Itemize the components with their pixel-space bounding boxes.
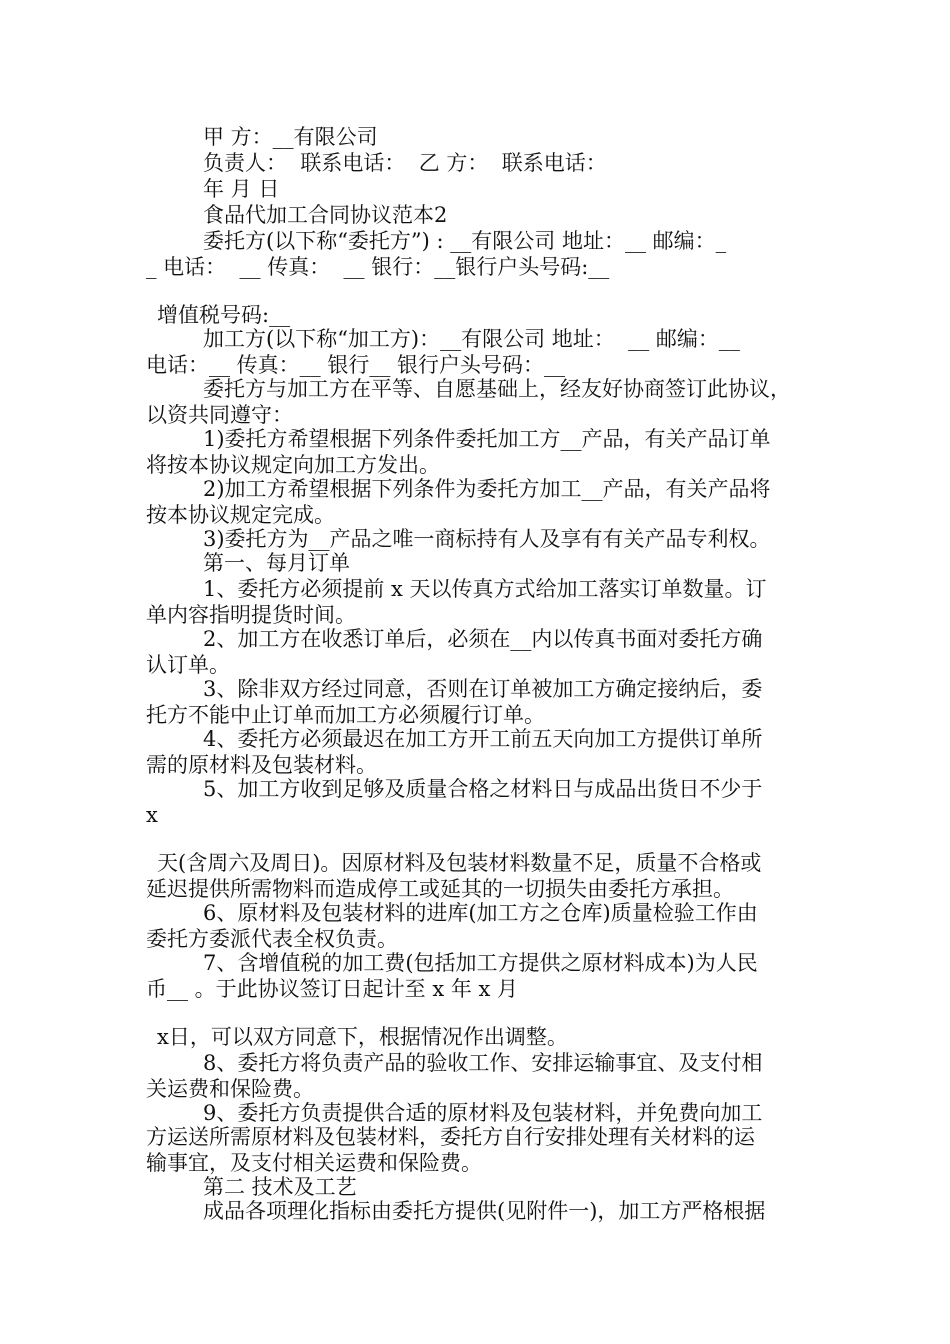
paragraph-line: 2)加工方希望根据下列条件为委托方加工__产品，有关产品将 — [203, 477, 771, 501]
paragraph-line: 5、加工方收到足够及质量合格之材料日与成品出货日不少于 — [203, 777, 763, 801]
paragraph-line: 托方不能中止订单而加工方必须履行订单。 — [146, 703, 545, 727]
paragraph-line: 6、原材料及包装材料的进库(加工方之仓库)质量检验工作由 — [203, 901, 758, 925]
paragraph-line: 8、委托方将负责产品的验收工作、安排运输事宜、及支付相 — [203, 1051, 763, 1075]
paragraph-line: 成品各项理化指标由委托方提供(见附件一)，加工方严格根据 — [203, 1199, 766, 1223]
paragraph-line: 单内容指明提货时间。 — [146, 603, 356, 627]
client-info-line: _ 电话： __ 传真： __ 银行：__银行户头号码:__ — [146, 255, 610, 279]
paragraph-line: 委托方委派代表全权负责。 — [146, 927, 398, 951]
paragraph-line: 延迟提供所需物料而造成停工或延其的一切损失由委托方承担。 — [146, 877, 734, 901]
paragraph-line: 3)委托方为__产品之唯一商标持有人及享有有关产品专利权。 — [203, 527, 771, 551]
paragraph-line: 委托方与加工方在平等、自愿基础上，经友好协商签订此协议， — [203, 377, 791, 401]
paragraph-line: 按本协议规定完成。 — [146, 503, 335, 527]
paragraph-line: 认订单。 — [146, 653, 230, 677]
processor-info-line: 电话：__ 传真：__ 银行__ 银行户头号码：__ — [146, 353, 566, 377]
paragraph-line: 将按本协议规定向加工方发出。 — [146, 453, 440, 477]
paragraph-line: x日，可以双方同意下，根据情况作出调整。 — [157, 1025, 568, 1049]
paragraph-line: 1)委托方希望根据下列条件委托加工方__产品，有关产品订单 — [203, 427, 771, 451]
paragraph-line: 币__ 。于此协议签订日起计至 x 年 x 月 — [146, 977, 519, 1001]
party-a-line: 甲 方：__有限公司 — [203, 125, 378, 149]
paragraph-line: 输事宜，及支付相关运费和保险费。 — [146, 1151, 482, 1175]
paragraph-line: 2、加工方在收悉订单后，必须在__内以传真书面对委托方确 — [203, 627, 763, 651]
paragraph-line: 方运送所需原材料及包装材料，委托方自行安排处理有关材料的运 — [146, 1125, 755, 1149]
section-heading: 第一、每月订单 — [203, 551, 350, 575]
processor-info-line: 加工方(以下称“加工方)：__有限公司 地址： __ 邮编：__ — [203, 327, 740, 351]
paragraph-line: x — [146, 803, 158, 827]
paragraph-line: 需的原材料及包装材料。 — [146, 753, 377, 777]
paragraph-line: 1、委托方必须提前 x 天以传真方式给加工落实订单数量。订 — [203, 577, 767, 601]
tax-number-line: 增值税号码:__ — [157, 303, 291, 327]
document-title: 食品代加工合同协议范本2 — [203, 203, 448, 227]
paragraph-line: 关运费和保险费。 — [146, 1077, 314, 1101]
contact-line: 负责人： 联系电话： 乙 方： 联系电话： — [203, 151, 607, 175]
paragraph-line: 9、委托方负责提供合适的原材料及包装材料，并免费向加工 — [203, 1101, 763, 1125]
paragraph-line: 7、含增值税的加工费(包括加工方提供之原材料成本)为人民 — [203, 951, 758, 975]
paragraph-line: 天(含周六及周日)。因原材料及包装材料数量不足，质量不合格或 — [157, 851, 762, 875]
client-info-line: 委托方(以下称“委托方”) : __有限公司 地址：__ 邮编：_ — [203, 229, 727, 253]
paragraph-line: 以资共同遵守： — [146, 403, 293, 427]
date-line: 年 月 日 — [203, 177, 280, 201]
paragraph-line: 4、委托方必须最迟在加工方开工前五天向加工方提供订单所 — [203, 727, 763, 751]
section-heading: 第二 技术及工艺 — [203, 1175, 357, 1199]
paragraph-line: 3、除非双方经过同意，否则在订单被加工方确定接纳后，委 — [203, 677, 763, 701]
